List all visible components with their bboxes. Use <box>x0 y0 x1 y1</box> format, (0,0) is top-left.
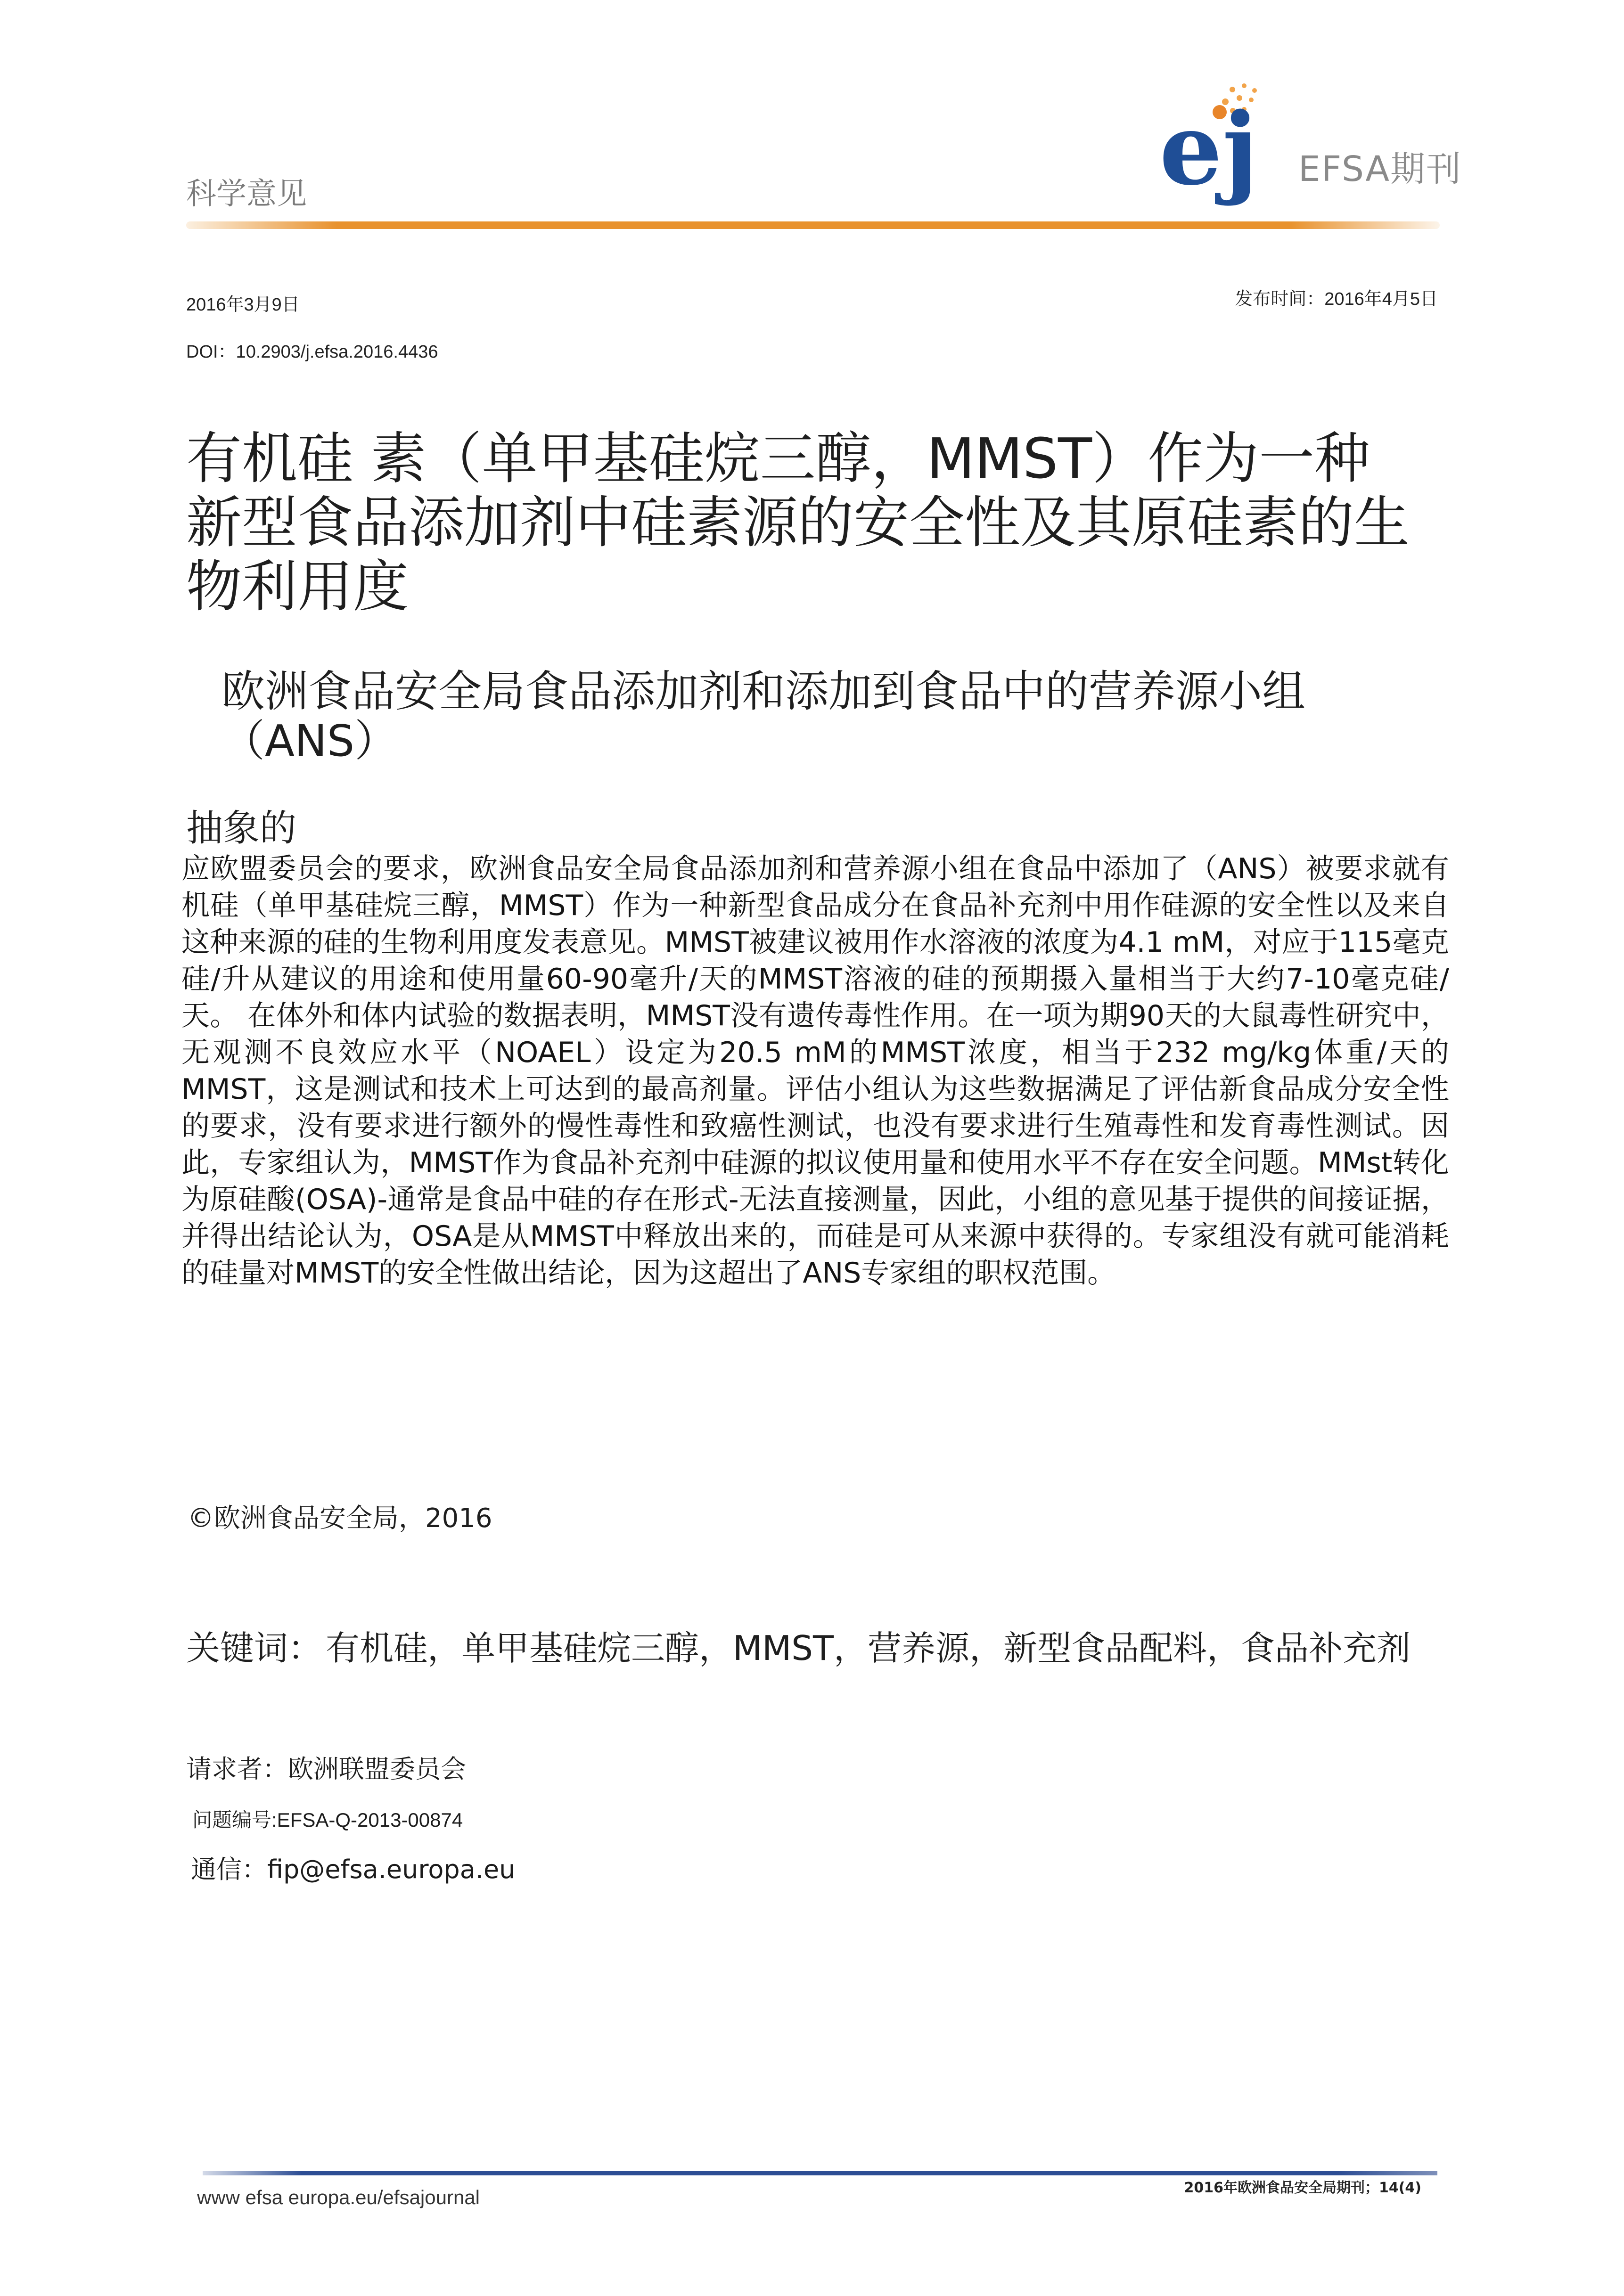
footer-divider <box>203 2171 1437 2175</box>
question-number: 问题编号:EFSA-Q-2013-00874 <box>192 1809 463 1831</box>
ej-logo-icon <box>1150 71 1282 221</box>
section-label: 科学意见 <box>186 177 307 212</box>
doi-link[interactable]: DOI：10.2903/j.efsa.2016.4436 <box>186 342 438 362</box>
published-date: 发布时间：2016年4月5日 <box>1235 289 1438 309</box>
correspondence-email[interactable]: 通信：fip@efsa.europa.eu <box>191 1855 516 1884</box>
copyright: ©欧洲食品安全局，2016 <box>188 1503 492 1534</box>
adopted-date: 2016年3月9日 <box>186 295 300 315</box>
keywords-label: 关键词： <box>186 1628 322 1668</box>
panel-subtitle: 欧洲食品安全局食品添加剂和添加到食品中的营养源小组（ANS） <box>221 666 1306 766</box>
journal-name: EFSA期刊 <box>1298 149 1462 189</box>
abstract-body: 应欧盟委员会的要求，欧洲食品安全局食品添加剂和营养源小组在食品中添加了（ANS）被要求就有机硅（单甲基硅烷三醇，MMST）作为一种新型食品成分在食品补充剂中用作硅源的安全性以及来自这种来源的硅的生物利用度发表意见。MMST被建议被用作水溶液的浓度为4.1 mM，对应于115毫克硅/升从建议的用途和使用量60-90毫升/天的MMST溶液的硅的预期摄入量相当于大约7-10毫克硅/天。 在体外和体内试验的数据表明，MMST没有遗传毒性作用。在一项为期90天的大鼠毒性研究中，无观测不良效应水平（NOAEL）设定为20.5 mM的MMST浓度，相当于232 mg/kg体重/天的MMST，这是测试和技术上可达到的最高剂量。评估小组认为这些数据满足了评估新食品成分安全性的要求，没有要求进行额外的慢性毒性和致癌性测试，也没有要求进行生殖毒性和发育毒性测试。因此，专家组认为，MMST作为食品补充剂中硅源的拟议使用量和使用水平不存在安全问题。MMst转化为原硅酸(OSA)-通常是食品中硅的存在形式-无法直接测量，因此，小组的意见基于提供的间接证据，并得出结论认为，OSA是从MMST中释放出来的，而硅是可从来源中获得的。专家组没有就可能消耗的硅量对MMST的安全性做出结论，因为这超出了ANS专家组的职权范围。 <box>181 852 1449 1290</box>
page-title: 有机硅 素（单甲基硅烷三醇，MMST）作为一种新型食品添加剂中硅素源的安全性及其原硅素的生物利用度 <box>186 426 1410 619</box>
footer-citation: 2016年欧洲食品安全局期刊；14(4) <box>1184 2180 1421 2196</box>
keywords-text: 有机硅，单甲基硅烷三醇，MMST，营养源，新型食品配料，食品补充剂 <box>326 1628 1411 1668</box>
abstract-heading: 抽象的 <box>186 807 297 850</box>
keywords <box>186 1621 1411 1670</box>
footer-url-link[interactable]: www efsa europa.eu/efsajournal <box>197 2186 480 2208</box>
header-divider <box>186 221 1440 229</box>
requestor: 请求者：欧洲联盟委员会 <box>186 1754 466 1784</box>
svg-text:ej: ej <box>1159 91 1258 207</box>
